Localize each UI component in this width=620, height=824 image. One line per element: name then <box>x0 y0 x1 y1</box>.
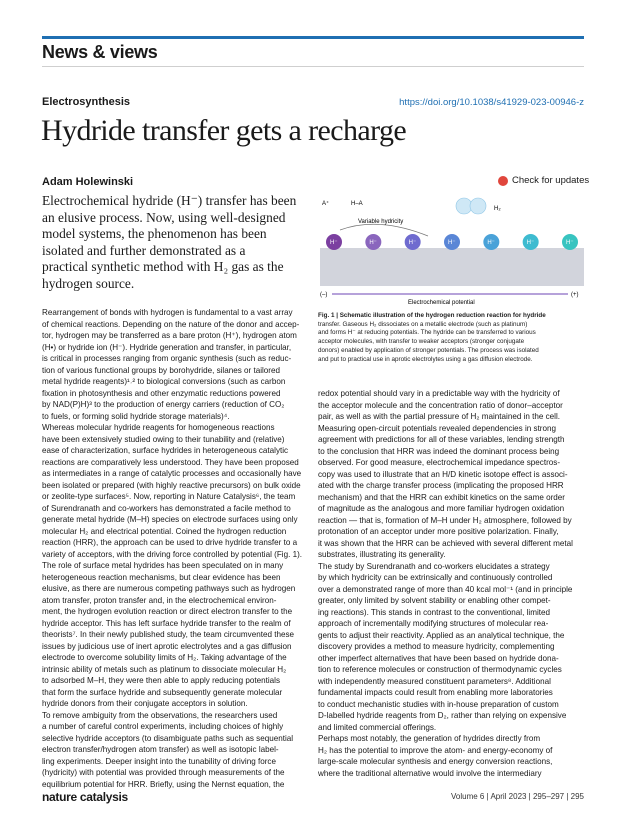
paragraph-line: equilibrium potential for HRR. Briefly, using the Nernst equation, the <box>42 779 285 789</box>
paragraph-line: generate metal hydride (M–H) species on electrode surfaces using only <box>42 515 298 524</box>
paragraph-line: to the conclusion that HRR was indeed the dominant process being <box>318 446 560 456</box>
hydride-ion-row <box>326 234 578 250</box>
paragraph-line: greater, only limited by solvent stability or enabling other compet- <box>318 596 551 605</box>
paragraph-line: reaction — that is, formation of M–H under H₂ atmosphere, followed by <box>318 515 572 525</box>
paragraph-line: Rearrangement of bonds with hydrogen is fundamental to a vast array <box>42 308 293 317</box>
standfirst-line: model systems, the phenomenon has been <box>42 226 267 241</box>
paragraph-line: hydride acceptor. This has left surface hydride transfer to the realm of <box>42 618 291 628</box>
standfirst <box>42 193 314 292</box>
article-title: Hydride transfer gets a recharge <box>41 114 407 147</box>
paragraph-line: where the traditional alternative would involve the intermediary <box>318 768 542 778</box>
paragraph-line: as intermediates in a range of catalytic processes and occasionally have <box>42 469 302 478</box>
paragraph-line: been isolated or prepared (with highly reactive precursors) on bulk oxide <box>42 480 301 490</box>
article-category: Electrosynthesis <box>42 96 131 108</box>
standfirst-line: hydrogen source. <box>42 275 135 291</box>
header-accent-bar <box>42 36 584 39</box>
paragraph-line: tion of various functional groups by borohydride, silanes or tailored <box>42 365 281 375</box>
h2-molecule-atom <box>470 198 486 214</box>
paragraph-line: gents to adjust their reactivity. Applied as an analytical technique, the <box>318 630 565 640</box>
paragraph-line: Perhaps most notably, the generation of hydrides directly from <box>318 734 541 743</box>
header-divider <box>42 66 584 67</box>
paragraph-line: The role of surface metal hydrides has been speculated on in many <box>42 561 284 570</box>
paragraph-line: the acceptor molecule and the concentration ratio of donor–acceptor <box>318 400 563 410</box>
paragraph-line: of chemical reactions. Depending on the nature of the donor and accep- <box>42 319 300 329</box>
check-updates-button[interactable] <box>498 175 589 186</box>
paragraph-line: approach of incrementally modifying structures of molecular rea- <box>318 619 549 628</box>
caption-line: donors) enabled by application of stronger potentials. The process was isolated <box>318 346 539 354</box>
paragraph-line: agreement with predictions for all of these variables, lending strength <box>318 435 565 444</box>
h2-label: H₂ <box>494 206 501 212</box>
paragraph-line: reaction (HRR), the approach can be used to drive hydride transfer to a <box>42 538 298 547</box>
potential-plus-label: (+) <box>571 292 579 298</box>
potential-axis-title: Electrochemical potential <box>408 300 475 306</box>
paragraph-line: tor, hydrogen may be transferred as a bare proton (H⁺), hydrogen atom <box>42 331 297 340</box>
paragraph-line: (hydricity) with potential was provided through measurements of the <box>42 768 285 777</box>
paragraph-line: other imperfect alternatives that have been based on hydride dona- <box>318 653 559 663</box>
paragraph-line: ment, the hydrogen evolution reaction or direct electron transfer to the <box>42 607 293 616</box>
hydride-ion-label: H⁻ <box>408 240 417 246</box>
a-plus-label: A⁺ <box>322 201 330 207</box>
paragraph-line: molecular H₂ and electrical potential. Coined the hydrogen reduction <box>42 526 287 536</box>
h2-molecule-atom <box>456 198 472 214</box>
paragraph-line: by NAD(P)H)³ to the production of energy carriers (reduction of CO₂ <box>42 400 285 409</box>
paragraph-line: ling experiments. Deeper insight into the tunability of driving force <box>42 756 276 766</box>
doi-link[interactable]: https://doi.org/10.1038/s41929-023-00946-z <box>399 97 584 108</box>
standfirst-line: Electrochemical hydride (H⁻) transfer has been <box>42 193 297 208</box>
paragraph-line: (H•) or hydride ion (H⁻). Hydride generation and transfer, in particular, <box>42 342 292 352</box>
hydride-ion-label: H⁻ <box>487 240 495 246</box>
caption-line: transfer. Gaseous H₂ dissociates on a metallic electrode (such as platinum) <box>318 320 528 328</box>
caption-line: Fig. 1 | Schematic illustration of the hydrogen reduction reaction for hydride <box>318 312 546 319</box>
paragraph-line: The study by Surendranath and co-workers elucidates a strategy <box>318 561 550 571</box>
standfirst-line: isolated and further demonstrated as a <box>42 242 246 258</box>
paragraph-line: it was shown that the HRR can be achieved with several different metal <box>318 538 573 548</box>
paragraph-line: observed. For good measure, electrochemical impedance spectros- <box>318 458 561 467</box>
paragraph-line: over a demonstrated range of more than 40 kcal mol⁻¹ (and in principle <box>318 584 573 594</box>
paragraph-line: ated with the charge transfer process (implicating the proposed HRR <box>318 481 564 490</box>
paragraph-line: redox potential should vary in a predictable way with the hydricity of <box>318 389 560 398</box>
journal-brand: nature catalysis <box>42 790 128 804</box>
paragraph-line: pair, as well as with the partial pressure of H₂ maintained in the cell. <box>318 412 561 421</box>
paragraph-line: theorists⁷. In their newly published study, the team circumvented these <box>42 630 295 639</box>
standfirst-line: practical synthetic method with H₂ gas as the <box>42 259 284 274</box>
paragraph-line: of magnitude as the analogous and more familiar hydrogen oxidation <box>318 504 565 513</box>
hydride-ion-label: H⁻ <box>526 240 535 246</box>
paragraph-line: or zeolite-type surfaces⁵. Now, reporting in Nature Catalysis⁶, the team <box>42 492 296 501</box>
paragraph-line: metal hydride reagents)¹˒² to biological conversions (such as carbon <box>42 377 286 386</box>
paragraph-line: elusive, as there are numerous competing pathways such as hydrogen <box>42 584 296 593</box>
figure-1 <box>318 196 586 306</box>
paragraph-line: of Surendranath and co-workers has demonstrated a facile method to <box>42 503 291 513</box>
volume-info: Volume 6 | April 2023 | 295–297 | 295 <box>451 792 584 801</box>
paragraph-line: heterogeneous reaction mechanisms, but clear evidence has been <box>42 572 281 582</box>
paragraph-line: with independently measured constituent parameters⁸. Additional <box>318 676 551 686</box>
hydride-ion-label: H⁻ <box>369 240 377 246</box>
paragraph-line: fundamental impacts could result from enabling more laboratories <box>318 688 553 697</box>
paragraph-line: variety of acceptors, with the driving force controlled by potential (Fig. 1). <box>42 549 303 559</box>
paragraph-line: ease of characterization, surface hydrides in heterogeneous catalytic <box>42 446 289 455</box>
paragraph-line: D-labelled hydride reagents from D₂, rather than relying on expensive <box>318 711 567 720</box>
paragraph-line: protonation of an acceptor under more positive polarization. Finally, <box>318 527 559 536</box>
paragraph-line: discovery provides a method to measure hydricity, complementing <box>318 642 555 651</box>
section-label: News & views <box>42 42 158 62</box>
paragraph-line: to conduct mechanistic studies with in-house preparation of custom <box>318 699 559 709</box>
paragraph-line: electron transfer/hydrogen atom transfer) as well as isotopic label- <box>42 745 279 754</box>
paragraph-line: by which hydricity can be extrinsically and continuously controlled <box>318 573 553 582</box>
body-column-right <box>318 388 586 779</box>
hydride-ion-label: H⁻ <box>448 240 456 246</box>
paragraph-line: large-scale molecular synthesis and energy conversion reactions, <box>318 757 553 766</box>
paragraph-line: and limited commercial offerings. <box>318 722 437 732</box>
author-name: Adam Holewinski <box>42 176 134 188</box>
paragraph-line: hydride donors from their conjugate acceptors in solution. <box>42 699 248 708</box>
variable-hydricity-label: Variable hydricity <box>358 219 404 225</box>
hydride-ion-label: H⁻ <box>330 240 338 246</box>
hydride-ion-label: H⁻ <box>566 240 574 246</box>
paragraph-line: ing reactions). This stands in contrast to the conventional, limited <box>318 607 550 617</box>
body-column-left <box>42 307 310 790</box>
caption-line: and put to practical use in aprotic electrolytes using a gas diffusion electrode. <box>318 355 533 363</box>
check-updates-icon <box>498 176 508 186</box>
paragraph-line: mechanism) and that the HRR can exhibit kinetics on the same order <box>318 492 565 502</box>
h-a-label: H–A <box>351 201 363 207</box>
paragraph-line: a number of careful control experiments, including choices of highly <box>42 722 284 731</box>
paragraph-line: copy was used to illustrate that an H/D kinetic isotope effect is associ- <box>318 469 568 479</box>
caption-line: and forms H⁻ at reducing potentials. The hydride can be transferred to various <box>318 329 536 337</box>
caption-line: acceptor molecules, with transfer to weaker acceptors (stronger conjugate <box>318 338 525 346</box>
paragraph-line: H₂ has the potential to improve the atom- and energy-economy of <box>318 745 553 755</box>
paragraph-line: substrates, illustrating its generality. <box>318 550 446 559</box>
paragraph-line: Whereas molecular hydride reagents for homogeneous reactions <box>42 423 275 432</box>
paragraph-line: tion to reference molecules or construction of thermodynamic cycles <box>318 665 562 674</box>
paragraph-line: issues by judicious use of inert aprotic electrolytes and a gas diffusion <box>42 641 292 651</box>
figure-caption <box>318 312 586 364</box>
paragraph-line: electrode to overcome solubility limits of H₂. Taking advantage of the <box>42 653 287 662</box>
paragraph-line: reactions are comparatively less understood. They have been proposed <box>42 457 299 467</box>
hydricity-curve <box>340 224 428 236</box>
potential-minus-label: (–) <box>320 292 328 298</box>
paragraph-line: Measuring open-circuit potentials revealed dependencies in strong <box>318 423 557 433</box>
paragraph-line: to adsorbed M–H, they were then able to apply reducing potentials <box>42 676 281 685</box>
paragraph-line: atom transfer, proton transfer and, in the electrochemical environ- <box>42 595 277 605</box>
paragraph-line: selective hydride acceptors (to disambiguate paths such as sequential <box>42 733 294 743</box>
paragraph-line: is critical in processes ranging from organic synthesis (such as reduc- <box>42 354 292 363</box>
paragraph-line: have been extensively studied owing to their tunability and (relative) <box>42 434 285 444</box>
paragraph-line: to fuels, or forming solid hydride storage materials)⁴. <box>42 411 230 421</box>
paragraph-line: intrinsic ability of metals such as platinum to dissociate molecular H₂ <box>42 664 287 674</box>
paragraph-line: fixation in photosynthesis and other enzymatic reductions powered <box>42 388 281 398</box>
standfirst-line: an elusive process. Now, using well-designed <box>42 209 286 225</box>
electrode-bar <box>320 248 584 286</box>
paragraph-line: that form the surface hydride and subsequently generate molecular <box>42 687 283 697</box>
paragraph-line: To remove ambiguity from the observations, the researchers used <box>42 710 278 720</box>
check-updates-label: Check for updates <box>512 175 590 186</box>
